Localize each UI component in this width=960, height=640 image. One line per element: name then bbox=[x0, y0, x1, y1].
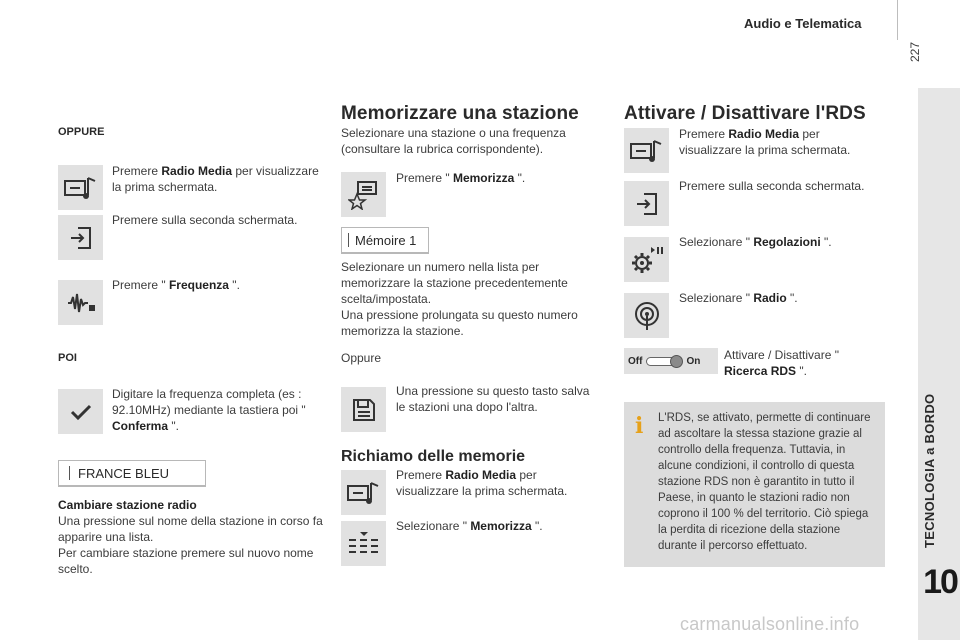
chapter-label: TECNOLOGIA a BORDO bbox=[922, 393, 937, 548]
col1-step3: Premere " Frequenza ". bbox=[112, 278, 240, 292]
info-icon: i bbox=[635, 413, 644, 439]
cursor-mark bbox=[348, 233, 349, 247]
memory-slot-label: Mémoire 1 bbox=[355, 232, 417, 248]
oppure-label: OPPURE bbox=[58, 126, 105, 138]
rds-step1: Premere Radio Media per visualizzare la prima schermata. bbox=[679, 127, 851, 157]
radio-media-icon bbox=[624, 128, 669, 173]
radio-antenna-icon bbox=[624, 293, 669, 338]
rds-toggle[interactable] bbox=[624, 348, 718, 374]
change-station-title: Cambiare stazione radio bbox=[58, 498, 197, 512]
frequency-icon bbox=[58, 280, 103, 325]
radio-media-icon bbox=[58, 165, 103, 210]
rds-info-text: L'RDS, se attivato, permette di continuare ad ascoltare la stessa stazione grazie al controllo della frequenza. Tuttavia, in alcune condizioni, il controllo di questa stazione RDS non è garantito in tutto il Paese, in quanto le stazioni radio non coprono il 100 % del territorio. Ciò spiega la perdita di ricezione della stazione durante il percorso effettuato. bbox=[658, 412, 871, 552]
rds-heading: Attivare / Disattivare l'RDS bbox=[624, 103, 866, 124]
recall-heading: Richiamo delle memorie bbox=[341, 448, 526, 465]
memorize-star-icon bbox=[341, 172, 386, 217]
col1-step4: Digitare la frequenza completa (es : 92.10MHz) mediante la tastiera poi " Conferma ". bbox=[112, 387, 306, 433]
toggle-track bbox=[646, 357, 682, 366]
recall-step2: Selezionare " Memorizza ". bbox=[396, 519, 543, 533]
save-text: Una pressione su questo tasto salva le stazioni una dopo l'altra. bbox=[396, 384, 590, 414]
col1-step1: Premere Radio Media per visualizzare la prima schermata. bbox=[112, 164, 319, 194]
checkmark-icon bbox=[58, 389, 103, 434]
col1-step2: Premere sulla seconda schermata. bbox=[112, 213, 298, 227]
rds-step3: Selezionare " Regolazioni ". bbox=[679, 235, 832, 249]
memory-list-icon bbox=[341, 521, 386, 566]
col2-step1: Premere " Memorizza ". bbox=[396, 171, 526, 185]
section-title: Audio e Telematica bbox=[744, 16, 862, 31]
next-screen-icon bbox=[624, 181, 669, 226]
memorize-select-text2: Una pressione prolungata su questo numero memorizza la stazione. bbox=[341, 308, 578, 338]
change-station-text1: Una pressione sul nome della stazione in corso fa apparire una lista. bbox=[58, 514, 323, 544]
watermark: carmanualsonline.info bbox=[680, 614, 860, 634]
settings-gear-icon bbox=[624, 237, 669, 282]
memorize-select-text1: Selezionare un numero nella lista per memorizzare la stazione precedentemente scelta/impostata. bbox=[341, 260, 568, 306]
poi-label: POI bbox=[58, 352, 77, 364]
toggle-knob bbox=[670, 355, 683, 368]
chapter-ribbon bbox=[918, 88, 960, 640]
radio-media-icon bbox=[341, 470, 386, 515]
oppure-text: Oppure bbox=[341, 351, 382, 365]
page-number: 227 bbox=[908, 41, 922, 62]
memory-slot-button[interactable] bbox=[341, 227, 429, 254]
save-floppy-icon bbox=[341, 387, 386, 432]
chapter-number: 10 bbox=[923, 563, 957, 601]
cursor-mark bbox=[69, 466, 70, 480]
rds-step4: Selezionare " Radio ". bbox=[679, 291, 798, 305]
station-name-label: FRANCE BLEU bbox=[78, 465, 170, 481]
memorize-heading: Memorizzare una stazione bbox=[341, 103, 579, 124]
memorize-intro: Selezionare una stazione o una frequenza (consultare la rubrica corrispondente). bbox=[341, 126, 566, 156]
change-station-text2: Per cambiare stazione premere sul nuovo nome scelto. bbox=[58, 546, 314, 576]
next-screen-icon bbox=[58, 215, 103, 260]
recall-step1: Premere Radio Media per visualizzare la prima schermata. bbox=[396, 468, 568, 498]
station-name-button[interactable] bbox=[58, 460, 206, 487]
header-divider bbox=[897, 0, 898, 40]
toggle-off-label: Off bbox=[628, 355, 643, 367]
rds-step2: Premere sulla seconda schermata. bbox=[679, 179, 865, 193]
toggle-on-label: On bbox=[686, 355, 701, 367]
change-station-block bbox=[58, 497, 323, 577]
rds-step5: Attivare / Disattivare " Ricerca RDS ". bbox=[724, 348, 839, 378]
memorize-select-block bbox=[341, 259, 591, 339]
